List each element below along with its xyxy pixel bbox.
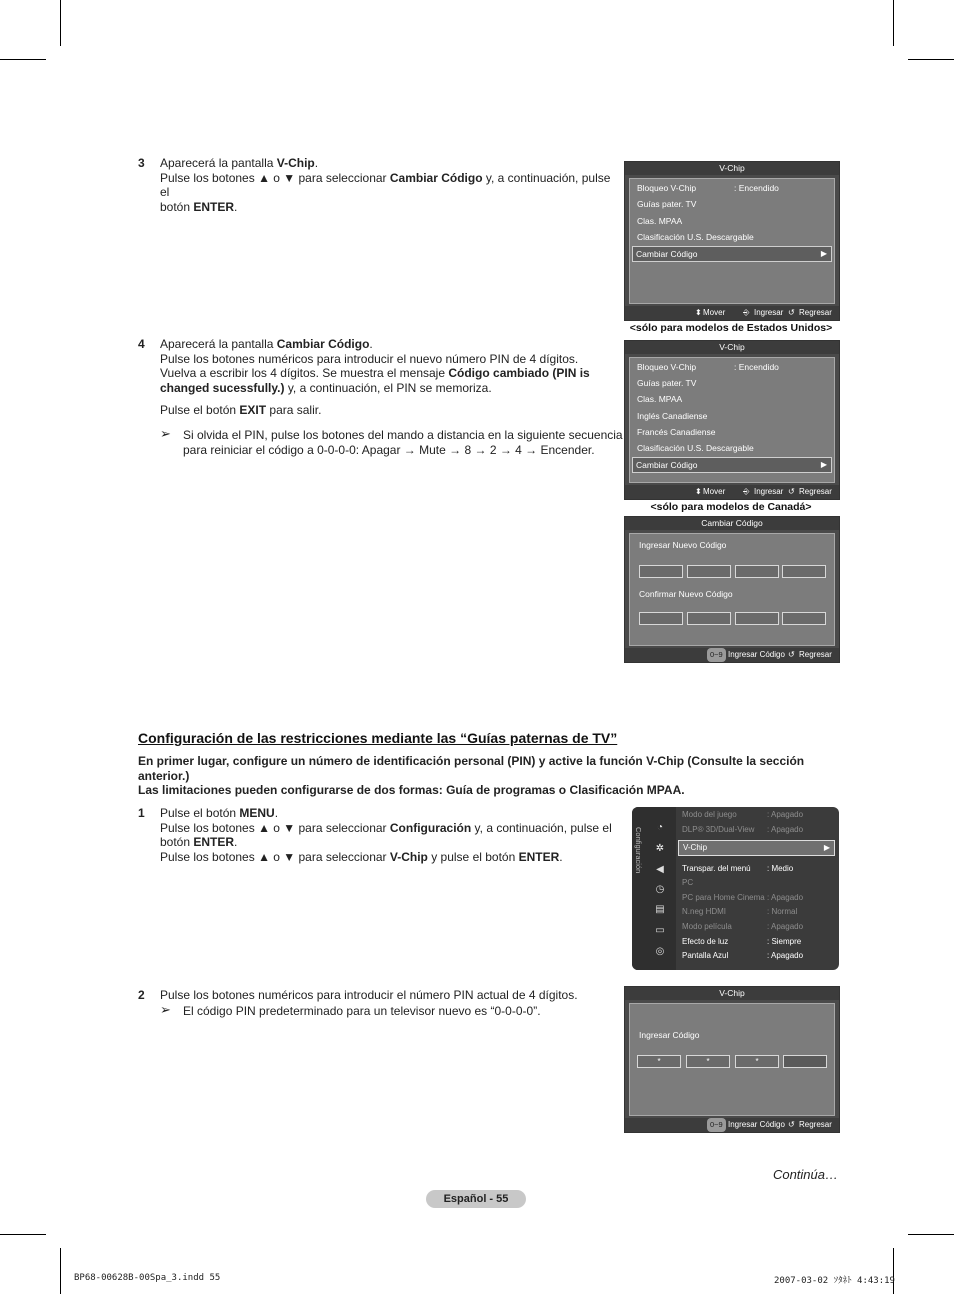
step3-line [160,200,620,215]
step1-line [160,821,620,836]
text: Cambiar Código [389,170,483,185]
footer-back: Regresar [799,1120,832,1129]
step4-line [160,381,620,396]
vchip-screen-ca [624,340,840,500]
section-heading: Configuración de las restricciones mediante las “Guías paternas de TV” [138,730,618,746]
intro-line: En primer lugar, configure un número de identificación personal (PIN) y active la función V-Chip (Consulte la sección [138,754,805,768]
text: V-Chip [276,156,315,170]
label: Inglés Canadiense [637,411,708,421]
value: : Apagado [767,893,804,902]
value: : Apagado [767,951,804,960]
menu-row-frances[interactable] [634,425,830,439]
numeric-keys-badge: 0~9 [707,1118,726,1132]
text: . [234,199,238,214]
confirm-code-label: Confirmar Nuevo Código [639,589,733,599]
clock-icon[interactable]: ◷ [655,884,665,895]
return-icon: ↺ [788,308,795,317]
new-code-digit[interactable] [782,565,826,578]
label: Pantalla Azul [682,951,729,960]
text: . [314,156,319,170]
screen-footer [625,306,839,320]
text: Vuelva a escribir los 4 dígitos. Se muestra el mensaje [160,366,449,380]
label: V-Chip [683,843,708,852]
text: ENTER [193,199,235,214]
print-slug-right: 2007-03-02 ｿﾀﾈﾄ 4:43:19 [774,1276,895,1286]
config-row-vchip[interactable] [678,840,835,856]
text: botón [160,199,194,214]
section-intro [138,754,838,798]
screen-footer [625,648,839,662]
footer-enter: Ingresar [754,308,784,317]
vchip-screen-us [624,161,840,321]
text: MENU [239,806,275,820]
step4-line [160,337,620,352]
support-icon[interactable]: ◎ [655,946,665,957]
text: . [274,806,279,820]
value: : Apagado [767,922,804,931]
new-code-label: Ingresar Nuevo Código [639,540,727,550]
step1-line [160,806,620,821]
config-row-pc[interactable] [682,876,835,890]
step2-note: El código PIN predeterminado para un televisor nuevo es “0-0-0-0”. [183,1004,541,1018]
step4-note [183,428,623,457]
step-number: 3 [138,156,145,170]
step2-text: Pulse los botones numéricos para introducir el número PIN actual de 4 dígitos. [160,988,578,1002]
intro-line: Las limitaciones pueden configurarse de dos formas: Guía de programas o Clasificación MPAA. [138,783,685,797]
crop-mark [0,1234,46,1235]
screen-caption: <sólo para modelos de Estados Unidos> [629,322,833,334]
crop-mark [908,1234,954,1235]
crop-mark [893,1248,894,1294]
step1-line [160,850,620,865]
confirm-code-digit[interactable] [687,612,731,625]
text: V-Chip [389,849,428,864]
change-code-screen [624,516,840,663]
step-number: 1 [138,806,145,820]
text: changed sucessfully.) [160,380,285,395]
label: Clas. MPAA [637,216,683,226]
input-icon[interactable]: ▤ [655,904,665,915]
screen-body [629,178,835,304]
print-slug-left: BP68-00628B-00Spa_3.indd 55 [74,1273,221,1283]
step3-line [160,171,620,200]
text: Pulse el botón [160,403,240,417]
config-row-film-mode[interactable] [682,920,835,934]
text: y, a continuación, pulse el [471,820,612,835]
pin-digit[interactable] [783,1055,827,1068]
label: Guías pater. TV [637,199,697,209]
new-code-digit[interactable] [735,565,779,578]
screen-caption: <sólo para modelos de Canadá> [650,501,812,513]
menu-row-clasificacion[interactable] [634,441,830,455]
text: Pulse los botones ▲ o ▼ para seleccionar [160,170,390,185]
text: Pulse el botón [160,806,240,820]
menu-row-guias[interactable] [634,376,830,390]
new-code-digit[interactable] [639,565,683,578]
arrow-right-icon: ▶ [820,249,827,258]
label: Francés Canadiense [637,427,716,437]
channel-icon[interactable]: ▭ [655,925,665,936]
screen-body [629,533,835,646]
text: y pulse el botón [427,849,519,864]
pin-digit[interactable]: * [735,1055,779,1068]
note-line: Si olvida el PIN, pulse los botones del mando a distancia en la siguiente secuencia [183,428,623,442]
label: Clas. MPAA [637,394,683,404]
text: . [369,337,373,351]
arrow-right-icon: ▶ [823,843,830,852]
crop-mark [893,0,894,46]
value: : Encendido [734,183,779,193]
text: botón [160,835,194,849]
text: y, a continuación, pulse el [160,170,611,199]
crop-mark [60,0,61,46]
label: Clasificación U.S. Descargable [637,443,754,453]
screen-footer [625,485,839,499]
screen-footer [625,1118,839,1132]
text: . [234,835,238,849]
menu-row-cambiar-codigo[interactable] [632,246,832,262]
text: Aparecerá la pantalla [160,156,277,170]
screen-title: V-Chip [625,341,839,354]
config-row-menu-transparency[interactable] [682,862,835,876]
value: : Siempre [767,937,802,946]
text: para salir. [266,403,322,417]
text: y, a continuación, el PIN se memoriza. [284,380,492,395]
label: PC para Home Cinema [682,893,765,902]
screen-title: V-Chip [625,162,839,175]
label: Bloqueo V-Chip [637,362,697,372]
menu-row-clasificacion[interactable] [634,230,830,244]
footer-back: Regresar [799,487,832,496]
label: Cambiar Código [636,249,698,259]
footer-move: Mover [703,487,726,496]
value: : Encendido [734,362,779,372]
label: Modo película [682,922,732,931]
label: N.neg HDMI [682,907,727,916]
pin-digit[interactable]: * [686,1055,730,1068]
step4-line [160,366,620,381]
step3-text [160,156,620,214]
pin-label: Ingresar Código [639,1030,700,1040]
label: Cambiar Código [636,460,698,470]
text: Pulse los botones ▲ o ▼ para seleccionar [160,849,390,864]
return-icon: ↺ [788,650,795,659]
numeric-keys-badge: 0~9 [707,648,726,662]
menu-row-bloqueo[interactable] [634,360,830,374]
text: ENTER [518,849,560,864]
label: Efecto de luz [682,937,729,946]
return-icon: ↺ [788,1120,795,1129]
config-row-game-mode[interactable] [682,808,835,822]
text: ENTER [193,835,235,849]
sidebar-label: Configuración [634,827,643,874]
footer-back: Regresar [799,650,832,659]
footer-enter: Ingresar Código [728,650,785,659]
intro-line: anterior.) [138,768,190,783]
updown-icon: ⬍ [695,487,702,496]
confirm-code-digit[interactable] [735,612,779,625]
enter-icon: ⎆ [743,308,750,317]
continued-label: Continúa… [772,1167,838,1182]
label: PC [682,878,694,887]
note-line: para reiniciar el código a 0-0-0-0: Apagar → Mute → 8 → 2 → 4 → Encender. [183,442,595,457]
picture-icon[interactable]: ◔ [656,822,664,833]
arrow-right-icon: ▶ [820,460,827,469]
screen-body [629,357,835,483]
menu-row-mpaa[interactable] [634,392,830,406]
label: Guías pater. TV [637,378,697,388]
text: Aparecerá la pantalla [160,337,277,351]
menu-row-ingles[interactable] [634,409,830,423]
sound-icon[interactable]: ◀ [656,864,664,875]
text: . [559,849,563,864]
text: Cambiar Código [276,337,370,351]
step3-line [160,156,620,171]
menu-row-cambiar-codigo[interactable] [632,457,832,473]
enter-icon: ⎆ [743,487,750,496]
screen-title: Cambiar Código [625,517,839,530]
note-arrow-icon: ➢ [160,1002,171,1017]
crop-mark [60,1248,61,1294]
page-number-badge: Español - 55 [426,1190,526,1208]
screen-title: V-Chip [625,987,839,1000]
label: Clasificación U.S. Descargable [637,232,754,242]
updown-icon: ⬍ [695,308,702,317]
step4-line: Pulse los botones numéricos para introducir el nuevo número PIN de 4 dígitos. [160,351,579,366]
gear-icon[interactable]: ✲ [655,843,665,854]
label: DLP® 3D/Dual-View [682,825,755,834]
step1-line [160,835,620,850]
menu-row-mpaa[interactable] [634,214,830,228]
step4-line [160,403,620,418]
value: : Apagado [767,825,804,834]
crop-mark [0,59,46,60]
footer-move: Mover [703,308,726,317]
menu-row-guias[interactable] [634,197,830,211]
step1-text [160,806,620,864]
footer-enter: Ingresar Código [728,1120,785,1129]
value: : Medio [767,864,794,873]
menu-row-bloqueo[interactable] [634,181,830,195]
crop-mark [908,59,954,60]
step-number: 2 [138,988,145,1002]
configuration-menu [632,807,839,970]
text: Configuración [389,820,472,835]
note-arrow-icon: ➢ [160,426,171,441]
value: : Normal [767,907,798,916]
config-row-dlp-3d[interactable] [682,823,835,837]
config-row-hdmi-black[interactable] [682,905,835,919]
step4-text [160,337,620,418]
footer-enter: Ingresar [754,487,784,496]
config-row-blue-screen[interactable] [682,949,835,963]
value: : Apagado [767,810,804,819]
text: Código cambiado (PIN is [448,366,590,380]
pin-entry-screen [624,986,840,1133]
return-icon: ↺ [788,487,795,496]
footer-back: Regresar [799,308,832,317]
pin-digit[interactable]: * [637,1055,681,1068]
label: Transpar. del menú [682,864,751,873]
step-number: 4 [138,337,145,351]
label: Bloqueo V-Chip [637,183,697,193]
menu-sidebar [632,807,676,970]
new-code-digit[interactable] [687,565,731,578]
screen-body [629,1003,835,1116]
text: Pulse los botones ▲ o ▼ para seleccionar [160,820,390,835]
config-row-pc-home-cinema[interactable] [682,891,835,905]
confirm-code-digit[interactable] [782,612,826,625]
config-row-light-effect[interactable] [682,935,835,949]
text: EXIT [239,403,267,417]
confirm-code-digit[interactable] [639,612,683,625]
label: Modo del juego [682,810,737,819]
